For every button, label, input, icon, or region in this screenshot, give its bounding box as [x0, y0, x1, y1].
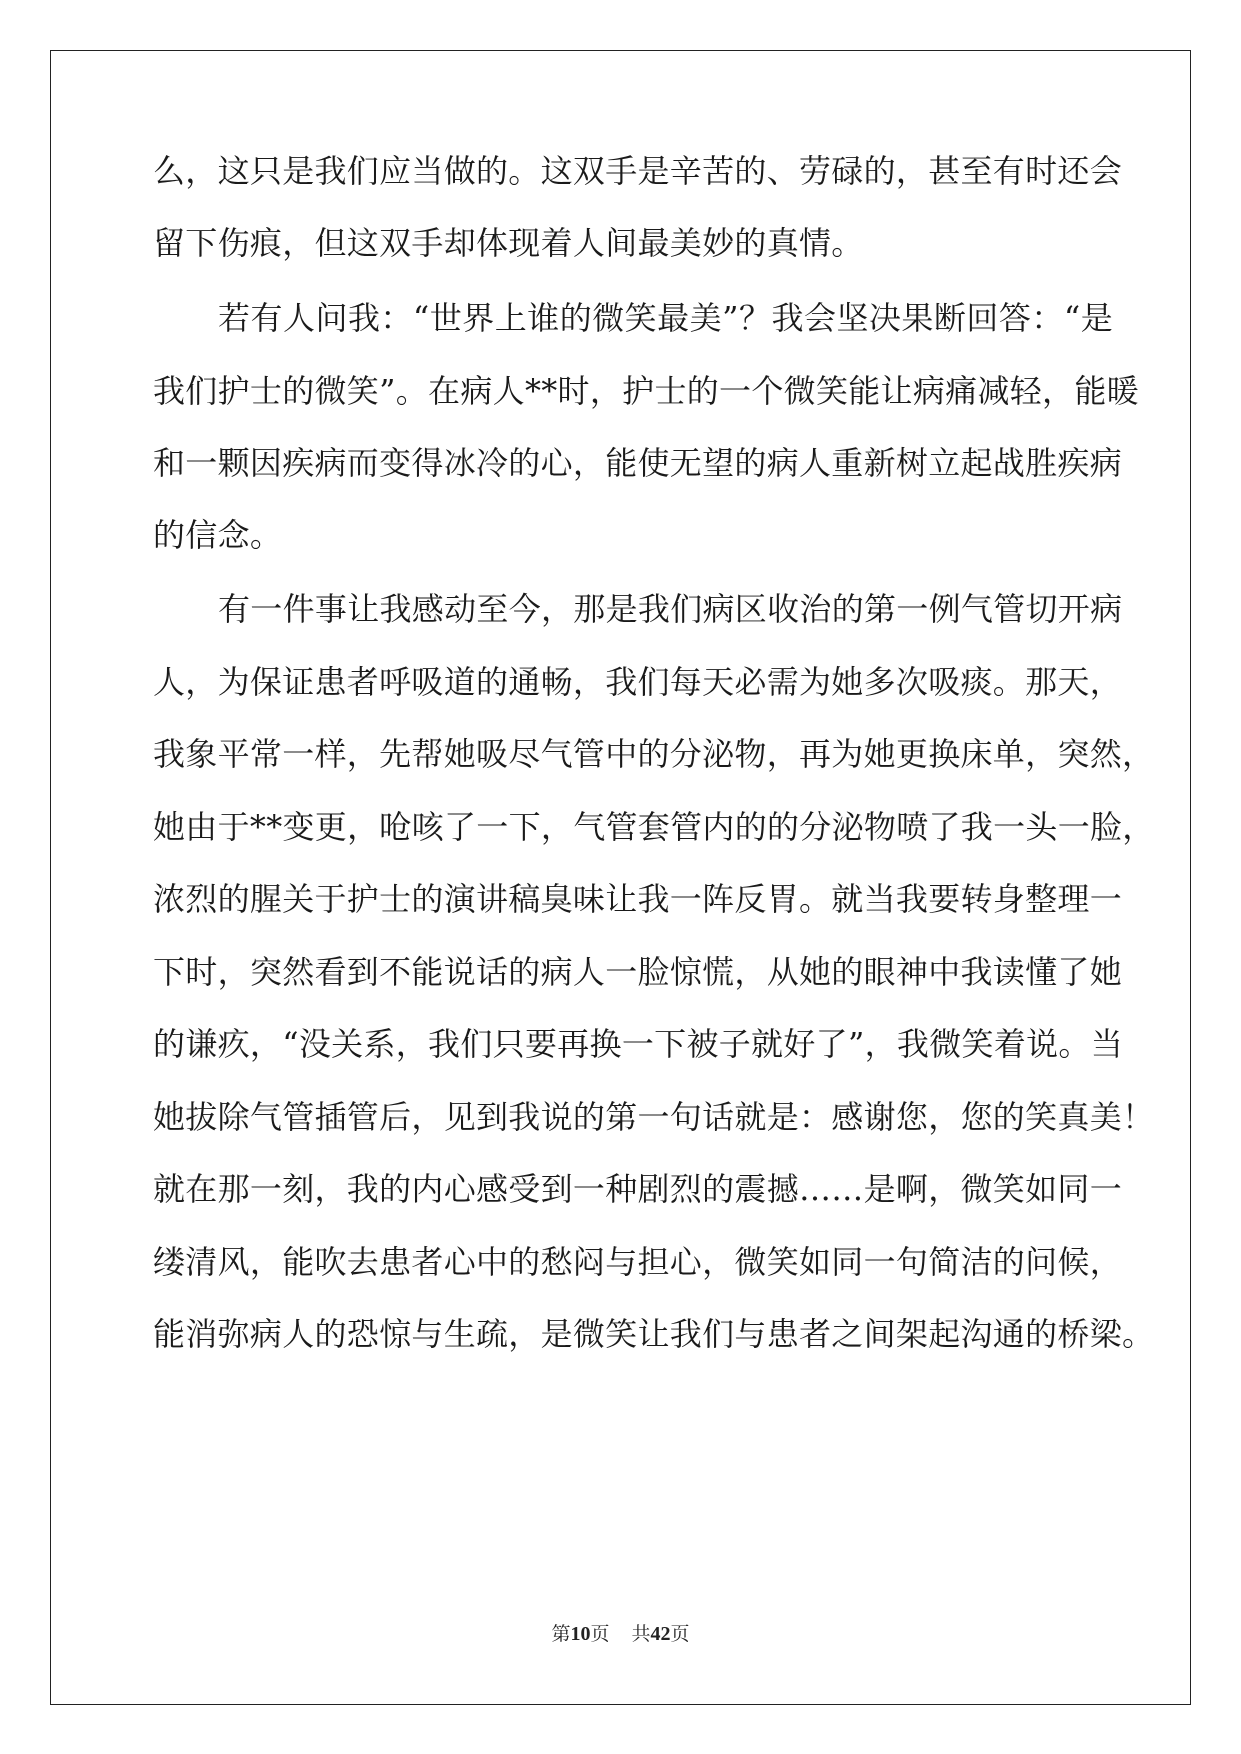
text-line: 缕清风，能吹去患者心中的愁闷与担心，微笑如同一句简洁的问候， [153, 1243, 1123, 1281]
text-line: 么，这只是我们应当做的。这双手是辛苦的、劳碌的，甚至有时还会 [153, 152, 1123, 190]
text-line: 的谦疚，“没关系，我们只要再换一下被子就好了”，我微笑着说。当 [153, 1025, 1124, 1063]
text-line: 我们护士的微笑”。在病人**时，护士的一个微笑能让病痛减轻，能暖 [153, 372, 1139, 410]
text-line: 她拔除气管插管后，见到我说的第一句话就是：感谢您，您的笑真美！ [153, 1098, 1155, 1136]
text-line: 人，为保证患者呼吸道的通畅，我们每天必需为她多次吸痰。那天， [153, 663, 1123, 701]
paragraph-first-line: 若有人问我：“世界上谁的微笑最美”？我会坚决果断回答：“是 [218, 299, 1113, 337]
page-footer [0, 1622, 1241, 1646]
total-pages: 42 [650, 1623, 671, 1645]
text-line: 下时，突然看到不能说话的病人一脸惊慌，从她的眼神中我读懂了她 [153, 953, 1123, 991]
text-line: 我象平常一样，先帮她吸尽气管中的分泌物，再为她更换床单，突然， [153, 735, 1155, 773]
page-prefix: 第 [551, 1623, 571, 1645]
page-number: 10 [570, 1623, 591, 1645]
text-line: 浓烈的腥关于护士的演讲稿臭味让我一阵反胃。就当我要转身整理一 [153, 880, 1123, 918]
total-prefix: 共 [631, 1623, 651, 1645]
text-line: 就在那一刻，我的内心感受到一种剧烈的震撼……是啊，微笑如同一 [153, 1170, 1123, 1208]
text-line: 的信念。 [153, 516, 283, 554]
text-line: 留下伤痕，但这双手却体现着人间最美妙的真情。 [153, 224, 864, 262]
text-line: 她由于**变更，呛咳了一下，气管套管内的的分泌物喷了我一头一脸， [153, 808, 1155, 846]
page-suffix: 页 [590, 1623, 610, 1645]
paragraph-first-line: 有一件事让我感动至今，那是我们病区收治的第一例气管切开病 [218, 590, 1123, 628]
text-line: 能消弥病人的恐惊与生疏，是微笑让我们与患者之间架起沟通的桥梁。 [153, 1315, 1155, 1353]
text-line: 和一颗因疾病而变得冰冷的心，能使无望的病人重新树立起战胜疾病 [153, 444, 1123, 482]
total-suffix: 页 [670, 1623, 690, 1645]
